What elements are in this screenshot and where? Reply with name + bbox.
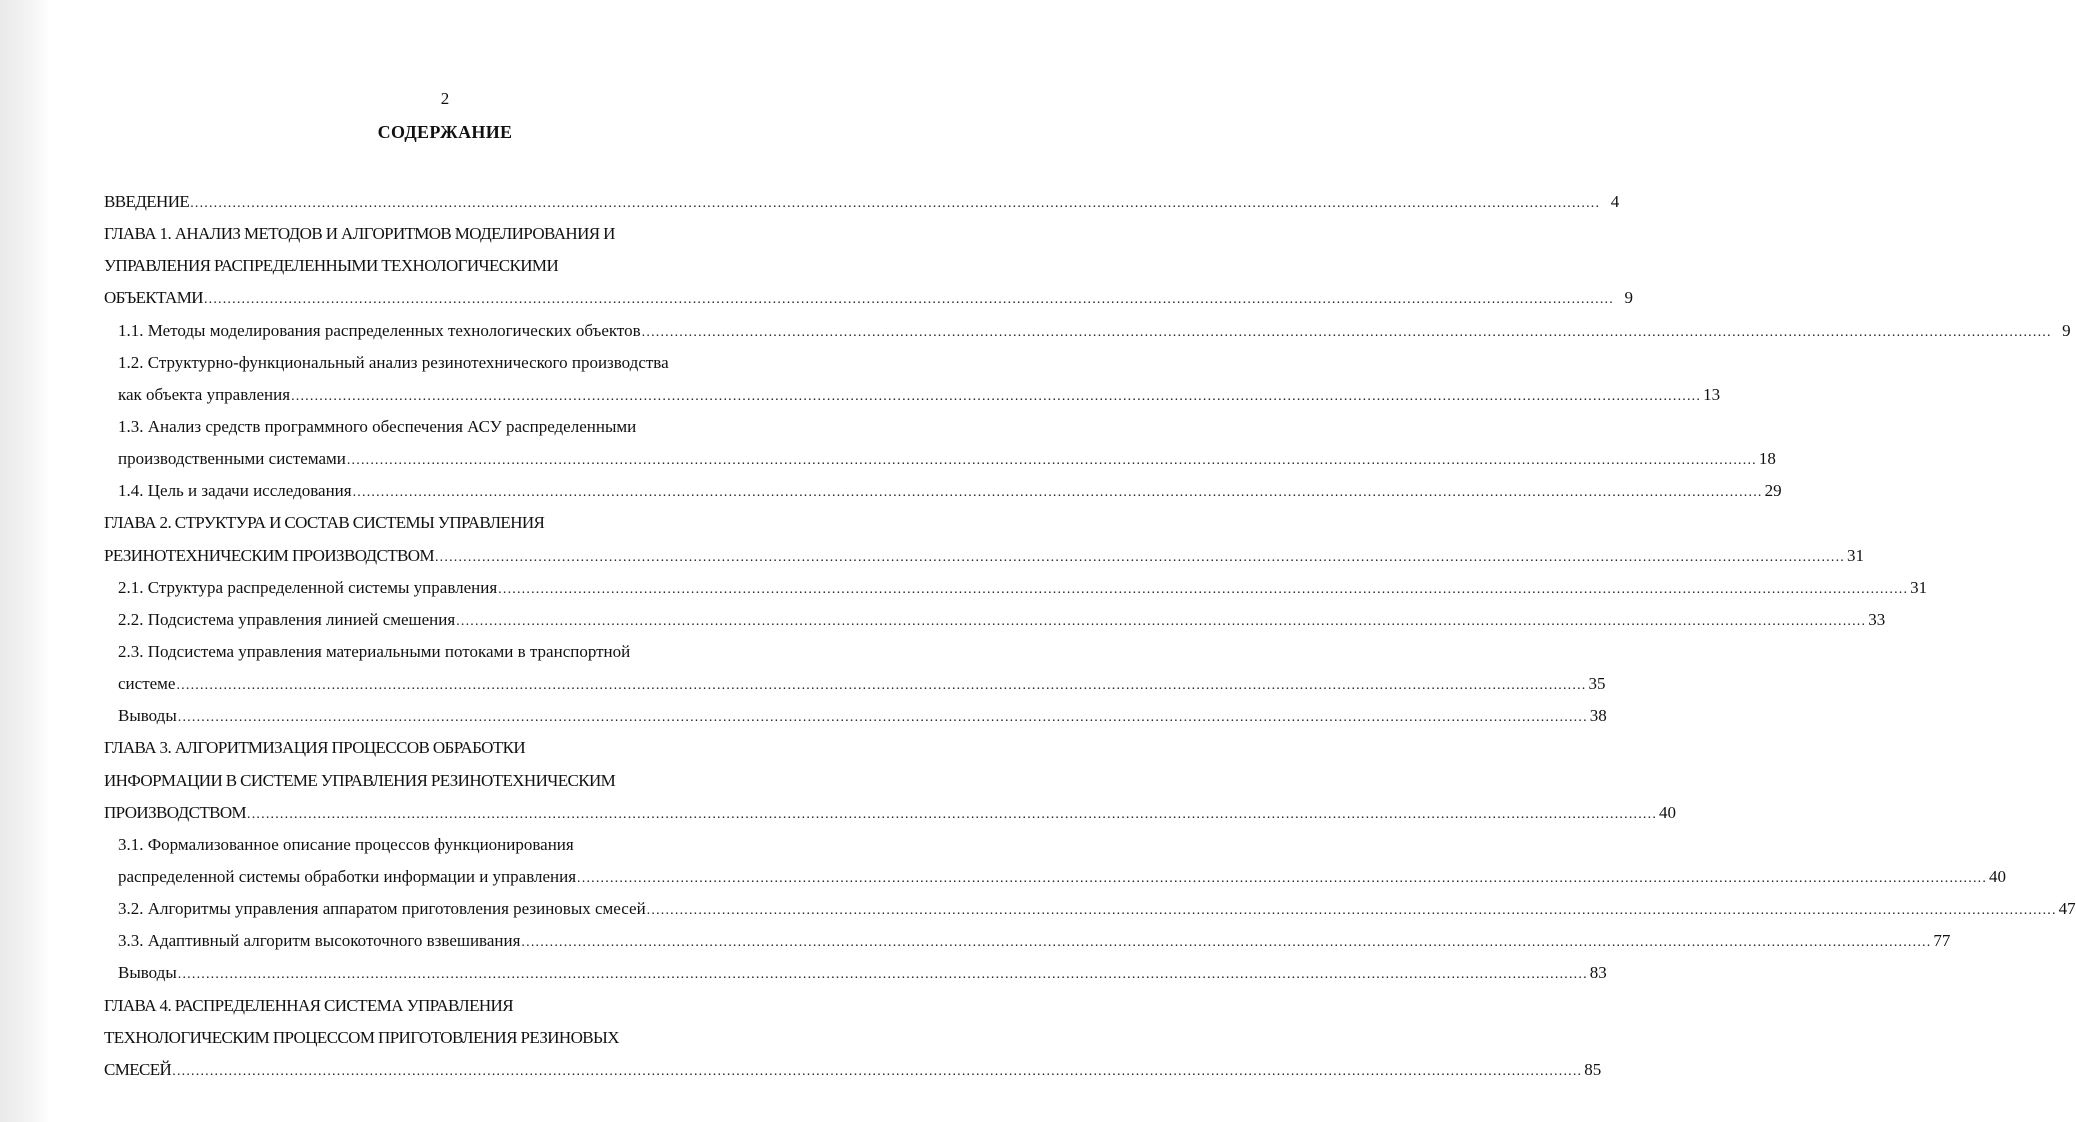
toc-line — [118, 443, 1776, 475]
toc-entry-text: ОБЪЕКТАМИ — [104, 288, 203, 308]
toc-line — [118, 861, 2007, 893]
toc-page-number: 31 — [1910, 577, 1928, 597]
toc-chapter — [104, 507, 1864, 571]
toc-section — [104, 572, 1928, 604]
dot-leader: ............................................................................................................................................................................................................................................................................................................ — [247, 806, 1658, 822]
toc-entry-text: ВВЕДЕНИЕ — [104, 192, 190, 211]
toc-line — [104, 765, 740, 797]
toc-line — [104, 250, 740, 282]
toc-line — [118, 379, 1721, 411]
toc-section — [104, 315, 2071, 347]
dot-leader: ............................................................................................................................................................................................................................................................................................................ — [577, 870, 1988, 886]
toc-chapter — [104, 186, 1620, 218]
page-title: СОДЕРЖАНИЕ — [377, 122, 513, 142]
toc-line — [118, 572, 1928, 604]
toc-entry-text: ПРОИЗВОДСТВОМ — [104, 802, 247, 822]
toc-line — [118, 475, 1782, 507]
dot-leader: ............................................................................................................................................................................................................................................................................................................ — [641, 324, 2052, 340]
toc-line — [118, 957, 1607, 989]
toc-line — [118, 829, 740, 861]
toc-entry-text: 1.3. Анализ средств программного обеспечения АСУ распределенными — [118, 416, 637, 436]
toc-section — [104, 636, 1606, 700]
dot-leader: ............................................................................................................................................................................................................................................................................................................ — [434, 549, 1845, 565]
dot-leader: ............................................................................................................................................................................................................................................................................................................ — [177, 967, 1588, 983]
dot-leader: ............................................................................................................................................................................................................................................................................................................ — [498, 581, 1909, 597]
toc-section — [104, 604, 1886, 636]
toc-line — [118, 315, 2071, 347]
toc-page-number: 29 — [1764, 481, 1782, 501]
toc-page-number: 9 — [2062, 320, 2071, 340]
toc-page-number: 85 — [1584, 1059, 1602, 1079]
toc-entry-text: как объекта управления — [118, 384, 291, 404]
toc-page-number: 18 — [1758, 449, 1776, 469]
toc-page-number: 47 — [2058, 899, 2076, 919]
toc-line — [104, 990, 740, 1022]
toc-entry-text: 3.3. Адаптивный алгоритм высокоточного взвешивания — [118, 931, 521, 951]
dot-leader: ............................................................................................................................................................................................................................................................................................................ — [203, 292, 1614, 308]
toc-line — [118, 925, 1951, 957]
dot-leader: ............................................................................................................................................................................................................................................................................................................ — [352, 485, 1763, 501]
toc-entry-text: Выводы — [118, 963, 177, 983]
toc-entry-text: 3.1. Формализованное описание процессов функционирования — [118, 834, 574, 854]
toc-entry-text: 1.1. Методы моделирования распределенных технологических объектов — [118, 320, 641, 340]
toc-entry-text: ГЛАВА 1. АНАЛИЗ МЕТОДОВ И АЛГОРИТМОВ МОДЕЛИРОВАНИЯ И — [104, 224, 615, 244]
toc-line — [104, 507, 740, 539]
scan-shadow — [0, 0, 50, 1122]
toc-page-number: 31 — [1846, 545, 1864, 565]
toc-page-number: 33 — [1868, 609, 1886, 629]
toc-section — [104, 925, 1951, 957]
dot-leader: ............................................................................................................................................................................................................................................................................................................ — [456, 613, 1867, 629]
toc-entry-text: СМЕСЕЙ — [104, 1059, 172, 1079]
toc-page-number: 83 — [1589, 963, 1607, 983]
toc-line — [104, 218, 740, 250]
toc-section — [104, 347, 1721, 411]
toc-line — [104, 732, 740, 764]
toc-line — [118, 411, 740, 443]
toc-entry-text: ГЛАВА 4. РАСПРЕДЕЛЕННАЯ СИСТЕМА УПРАВЛЕНИЯ — [104, 995, 513, 1015]
dot-leader: ............................................................................................................................................................................................................................................................................................................ — [646, 903, 2057, 919]
toc-entry-text: 3.2. Алгоритмы управления аппаратом приготовления резиновых смесей — [118, 899, 646, 919]
toc-line — [104, 186, 1620, 218]
toc-entry-text: ТЕХНОЛОГИЧЕСКИМ ПРОЦЕССОМ ПРИГОТОВЛЕНИЯ РЕЗИНОВЫХ — [104, 1027, 619, 1047]
toc-entry-text: системе — [118, 674, 176, 694]
page-number: 2 — [440, 89, 450, 108]
toc-page-number: 9 — [1624, 288, 1633, 308]
toc-section — [104, 893, 2076, 925]
toc-line — [104, 797, 1677, 829]
toc-line — [118, 347, 740, 379]
toc-line — [118, 700, 1607, 732]
toc-chapter — [104, 990, 1602, 1086]
toc-line — [104, 1054, 1602, 1086]
toc-chapter — [104, 732, 1677, 828]
toc-line — [118, 668, 1606, 700]
dot-leader: ............................................................................................................................................................................................................................................................................................................ — [346, 453, 1757, 469]
toc-page-number: 35 — [1588, 674, 1606, 694]
toc-page-number: 40 — [1989, 866, 2007, 886]
dot-leader: ............................................................................................................................................................................................................................................................................................................ — [172, 1063, 1583, 1079]
toc-entry-text: ГЛАВА 2. СТРУКТУРА И СОСТАВ СИСТЕМЫ УПРАВЛЕНИЯ — [104, 513, 545, 533]
toc-entry-text: Выводы — [118, 706, 177, 726]
toc-entry-text: производственными системами — [118, 449, 346, 469]
toc-entry-text: ИНФОРМАЦИИ В СИСТЕМЕ УПРАВЛЕНИЯ РЕЗИНОТЕХНИЧЕСКИМ — [104, 770, 616, 790]
toc-section — [104, 475, 1782, 507]
toc-line — [118, 604, 1886, 636]
toc-entry-text: ГЛАВА 3. АЛГОРИТМИЗАЦИЯ ПРОЦЕССОВ ОБРАБОТКИ — [104, 738, 525, 758]
toc-page-number: 38 — [1589, 706, 1607, 726]
toc-entry-text: 2.1. Структура распределенной системы управления — [118, 577, 498, 597]
toc-entry-text: 1.4. Цель и задачи исследования — [118, 481, 352, 501]
toc-section — [104, 957, 1607, 989]
toc-entry-text: 1.2. Структурно-функциональный анализ резинотехнического производства — [118, 352, 669, 372]
toc-line — [118, 893, 2076, 925]
table-of-contents — [104, 186, 2076, 1086]
toc-page-number: 4 — [1610, 192, 1620, 211]
dot-leader: ............................................................................................................................................................................................................................................................................................................ — [177, 710, 1588, 726]
dot-leader: ............................................................................................................................................................................................................................................................................................................ — [190, 196, 1601, 211]
toc-entry-text: 2.2. Подсистема управления линией смешения — [118, 609, 456, 629]
toc-line — [118, 636, 740, 668]
toc-line — [104, 1022, 740, 1054]
toc-section — [104, 700, 1607, 732]
dot-leader: ............................................................................................................................................................................................................................................................................................................ — [176, 678, 1587, 694]
dot-leader: ............................................................................................................................................................................................................................................................................................................ — [291, 388, 1702, 404]
toc-line — [104, 540, 1864, 572]
toc-entry-text: УПРАВЛЕНИЯ РАСПРЕДЕЛЕННЫМИ ТЕХНОЛОГИЧЕСКИМИ — [104, 256, 559, 276]
toc-page-number: 77 — [1933, 931, 1951, 951]
toc-chapter — [104, 218, 1633, 314]
toc-line — [104, 282, 1633, 314]
toc-page-number: 40 — [1659, 802, 1677, 822]
toc-entry-text: распределенной системы обработки информации и управления — [118, 866, 577, 886]
toc-section — [104, 411, 1776, 475]
toc-page-number: 13 — [1703, 384, 1721, 404]
toc-entry-text: 2.3. Подсистема управления материальными потоками в транспортной — [118, 641, 631, 661]
dot-leader: ............................................................................................................................................................................................................................................................................................................ — [521, 935, 1932, 951]
toc-section — [104, 829, 2007, 893]
toc-entry-text: РЕЗИНОТЕХНИЧЕСКИМ ПРОИЗВОДСТВОМ — [104, 545, 434, 565]
